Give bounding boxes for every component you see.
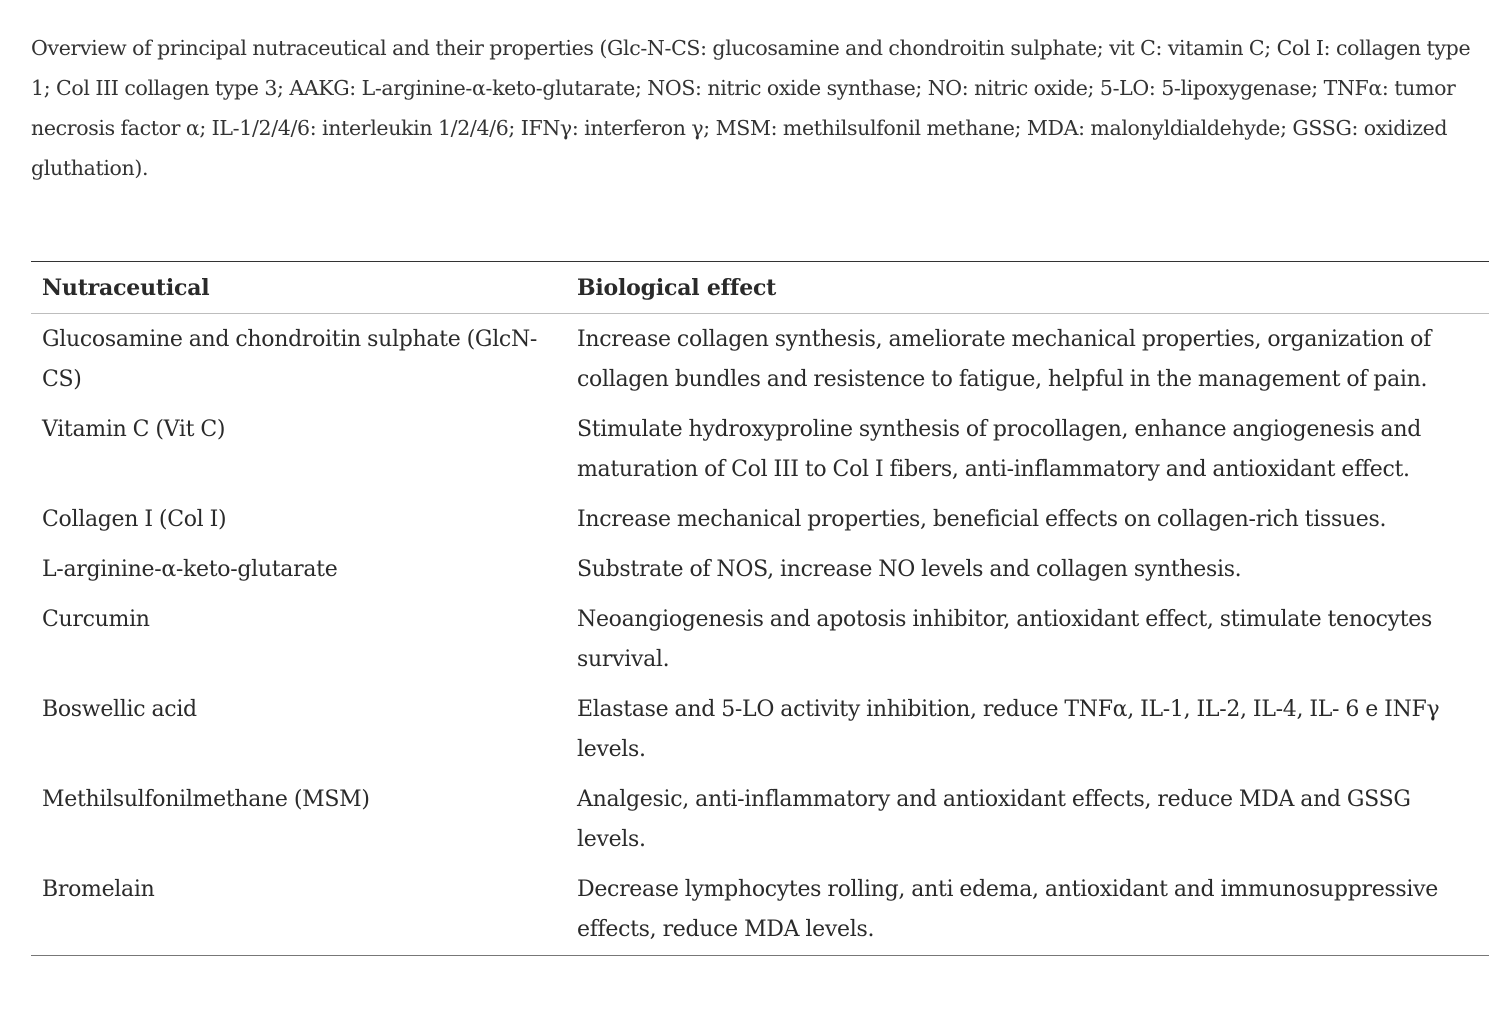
nutraceutical-table-container <box>31 261 1489 956</box>
table-row <box>31 865 1489 956</box>
table-row <box>31 495 1489 545</box>
table-row <box>31 775 1489 865</box>
table-header <box>31 262 1489 314</box>
table-row <box>31 595 1489 685</box>
effect-cell: Substrate of NOS, increase NO levels and collagen synthesis. <box>577 557 1242 582</box>
nutraceutical-cell: Bromelain <box>42 877 155 902</box>
effect-cell: Increase mechanical properties, beneficial effects on collagen-rich tissues. <box>577 507 1387 532</box>
effect-cell: Stimulate hydroxyproline synthesis of procollagen, enhance angiogenesis and maturation of Col III to Col I fibers, anti-inflammatory and antioxidant effect. <box>577 417 1422 482</box>
table-body <box>31 314 1489 956</box>
effect-cell: Analgesic, anti-inflammatory and antioxidant effects, reduce MDA and GSSG levels. <box>577 787 1411 852</box>
nutraceutical-cell: Boswellic acid <box>42 697 197 722</box>
table-row <box>31 314 1489 406</box>
header-row <box>31 262 1489 314</box>
effect-cell: Decrease lymphocytes rolling, anti edema, antioxidant and immunosuppressive effects, reduce MDA levels. <box>577 877 1438 942</box>
table-row <box>31 545 1489 595</box>
nutraceutical-cell: Glucosamine and chondroitin sulphate (GlcN-CS) <box>42 327 538 392</box>
table-row <box>31 405 1489 495</box>
header-nutraceutical: Nutraceutical <box>42 275 210 301</box>
table-row <box>31 685 1489 775</box>
nutraceutical-cell: L-arginine-α-keto-glutarate <box>42 557 338 582</box>
header-biological-effect: Biological effect <box>577 275 777 301</box>
nutraceutical-cell: Collagen I (Col I) <box>42 507 227 532</box>
nutraceutical-cell: Methilsulfonilmethane (MSM) <box>42 787 370 812</box>
effect-cell: Neoangiogenesis and apotosis inhibitor, antioxidant effect, stimulate tenocytes survival. <box>577 607 1432 672</box>
nutraceutical-cell: Vitamin C (Vit C) <box>42 417 226 442</box>
effect-cell: Increase collagen synthesis, ameliorate mechanical properties, organization of collagen bundles and resistence to fatigue, helpful in the management of pain. <box>577 327 1431 392</box>
nutraceutical-table <box>31 261 1489 956</box>
table-caption: Overview of principal nutraceutical and their properties (Glc-N-CS: glucosamine and chondroitin sulphate; vit C: vitamin C; Col I: collagen type 1; Col III collagen type 3; AAKG: L-arginine-α-keto-glutarate; NOS: nitric oxide synthase; NO: nitric oxide; 5-LO: 5-lipoxygenase; TNFα: tumor necrosis factor α; IL-1/2/4/6: interleukin 1/2/4/6; IFNγ: interferon γ; MSM: methilsulfonil methane; MDA: malonyldialdehyde; GSSG: oxidized gluthation). <box>31 36 1471 180</box>
effect-cell: Elastase and 5-LO activity inhibition, reduce TNFα, IL-1, IL-2, IL-4, IL- 6 e INFγ levels. <box>577 697 1440 762</box>
nutraceutical-cell: Curcumin <box>42 607 150 632</box>
